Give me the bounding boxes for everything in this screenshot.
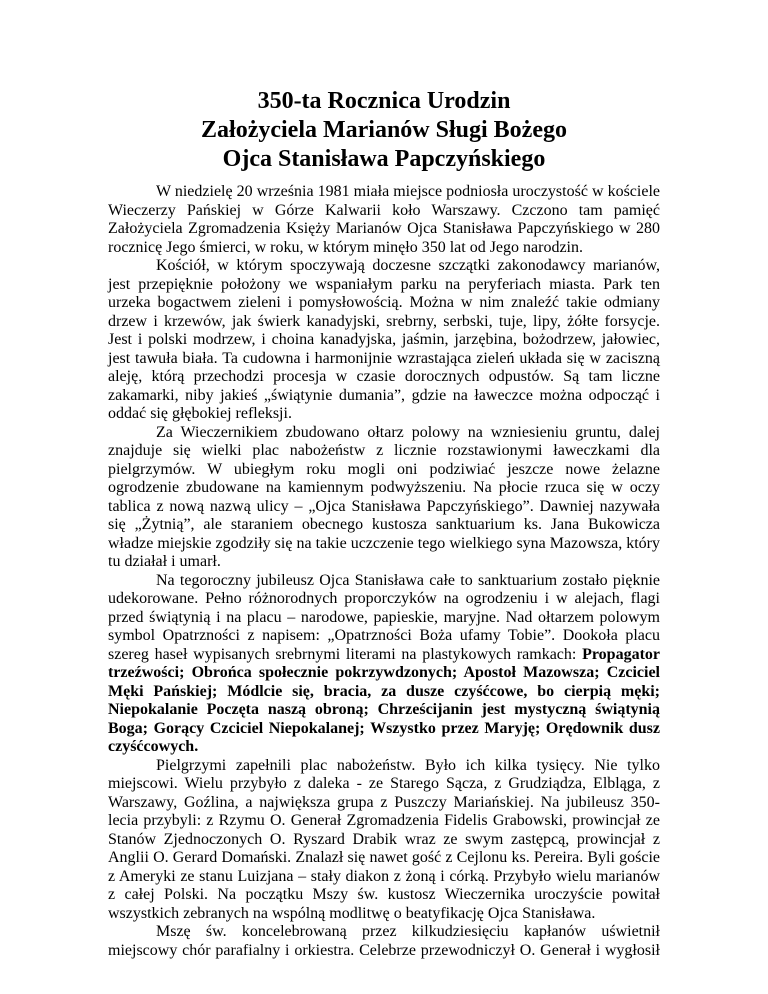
paragraph-3: Za Wieczernikiem zbudowano ołtarz polowy na wzniesieniu gruntu, dalej znajduje się wielki plac nabożeństw z licznie rozstawionymi ławeczkami dla pielgrzymów. W ubiegłym roku mogli oni podziwiać jeszcze nowe żelazne ogrodzenie zbudowane na kamiennym podwyższeniu. Na płocie rzuca się w oczy tablica z nową nazwą ulicy – „Ojca Stanisława Papczyńskiego”. Dawniej nazywała się „Żytnią”, ale staraniem obecnego kustosza sanktuarium ks. Jana Bukowicza władze miejskie zgodziły się na takie uczczenie tego wielkiego syna Mazowsza, który tu działał i umarł. [108, 423, 660, 570]
document-body [108, 183, 660, 960]
paragraph-5: Pielgrzymi zapełnili plac nabożeństw. Było ich kilka tysięcy. Nie tylko miejscowi. Wielu przybyło z daleka - ze Starego Sącza, z Grudziądza, Elbląga, z Warszawy, Goźlina, a największa grupa z Puszczy Mariańskiej. Na jubileusz 350-lecia przybyli: z Rzymu O. Generał Zgromadzenia Fidelis Grabowski, prowincjał ze Stanów Zjednoczonych O. Ryszard Drabik wraz ze swym zastępcą, prowincjał z Anglii O. Gerard Domański. Znalazł się nawet gość z Cejlonu ks. Pereira. Byli goście z Ameryki ze stanu Luizjana – stały diakon z żoną i córką. Przybyło wielu marianów z całej Polski. Na początku Mszy św. kustosz Wieczernika uroczyście powitał wszystkich zebranych na wspólną modlitwę o beatyfikację Ojca Stanisława. [108, 756, 660, 922]
paragraph-2: Kościół, w którym spoczywają doczesne szczątki zakonodawcy marianów, jest przepięknie położony we wspaniałym parku na peryferiach miasta. Park ten urzeka bogactwem zieleni i pomysłowością. Można w nim znaleźć takie odmiany drzew i krzewów, jak świerk kanadyjski, srebrny, serbski, tuje, lipy, żółte forsycje. Jest i polski modrzew, i choina kanadyjska, jaśmin, jarzębina, bożodrzew, jałowiec, jest tawuła biała. Ta cudowna i harmonijnie wzrastająca zieleń układa się w zaciszną aleję, którą przechodzi procesja w czasie dorocznych odpustów. Są tam liczne zakamarki, niby jakieś „świątynie dumania”, gdzie na ławeczce można odpocząć i oddać się głębokiej refleksji. [108, 257, 660, 422]
paragraph-6: Mszę św. koncelebrowaną przez kilkudziesięciu kapłanów uświetnił miejscowy chór parafialny i orkiestra. Celebrze przewodniczył O. Generał i wygłosił [108, 923, 660, 959]
document-title [0, 87, 768, 174]
title-line-3: Ojca Stanisława Papczyńskiego [222, 146, 546, 172]
paragraph-4-text: Na tegoroczny jubileusz Ojca Stanisława całe to sanktuarium zostało pięknie udekorowane. Pełno różnorodnych proporczyków na ogrodzeniu i w alejach, flagi przed świątynią i na placu – narodowe, papieskie, maryjne. Nad ołtarzem polowym symbol Opatrzności z napisem: „Opatrzności Boża ufamy Tobie”. Dookoła placu szereg haseł wypisanych srebrnymi literami na plastykowych ramkach: [108, 571, 660, 663]
paragraph-1: W niedzielę 20 września 1981 miała miejsce podniosła uroczystość w kościele Wieczerzy Pańskiej w Górze Kalwarii koło Warszawy. Czczono tam pamięć Założyciela Zgromadzenia Księży Marianów Ojca Stanisława Papczyńskiego w 280 rocznicę Jego śmierci, w roku, w którym minęło 350 lat od Jego narodzin. [108, 183, 660, 256]
title-line-2: Założyciela Marianów Sługi Bożego [201, 117, 567, 143]
title-line-1: 350-ta Rocznica Urodzin [257, 88, 511, 114]
paragraph-4-mottos: Propagator trzeźwości; Obrońca społecznie pokrzywdzonych; Apostoł Mazowsza; Czciciel Męki Pańskiej; Módlcie się, bracia, za dusze czyśćcowe, bo cierpią męki; Niepokalanie Poczęta naszą obroną; Chrześcijanin jest mystyczną świątynią Boga; Gorący Czciciel Niepokalanej; Wszystko przez Maryję; Orędownik dusz czyśćcowych. [108, 645, 661, 755]
paragraph-4 [108, 572, 660, 757]
